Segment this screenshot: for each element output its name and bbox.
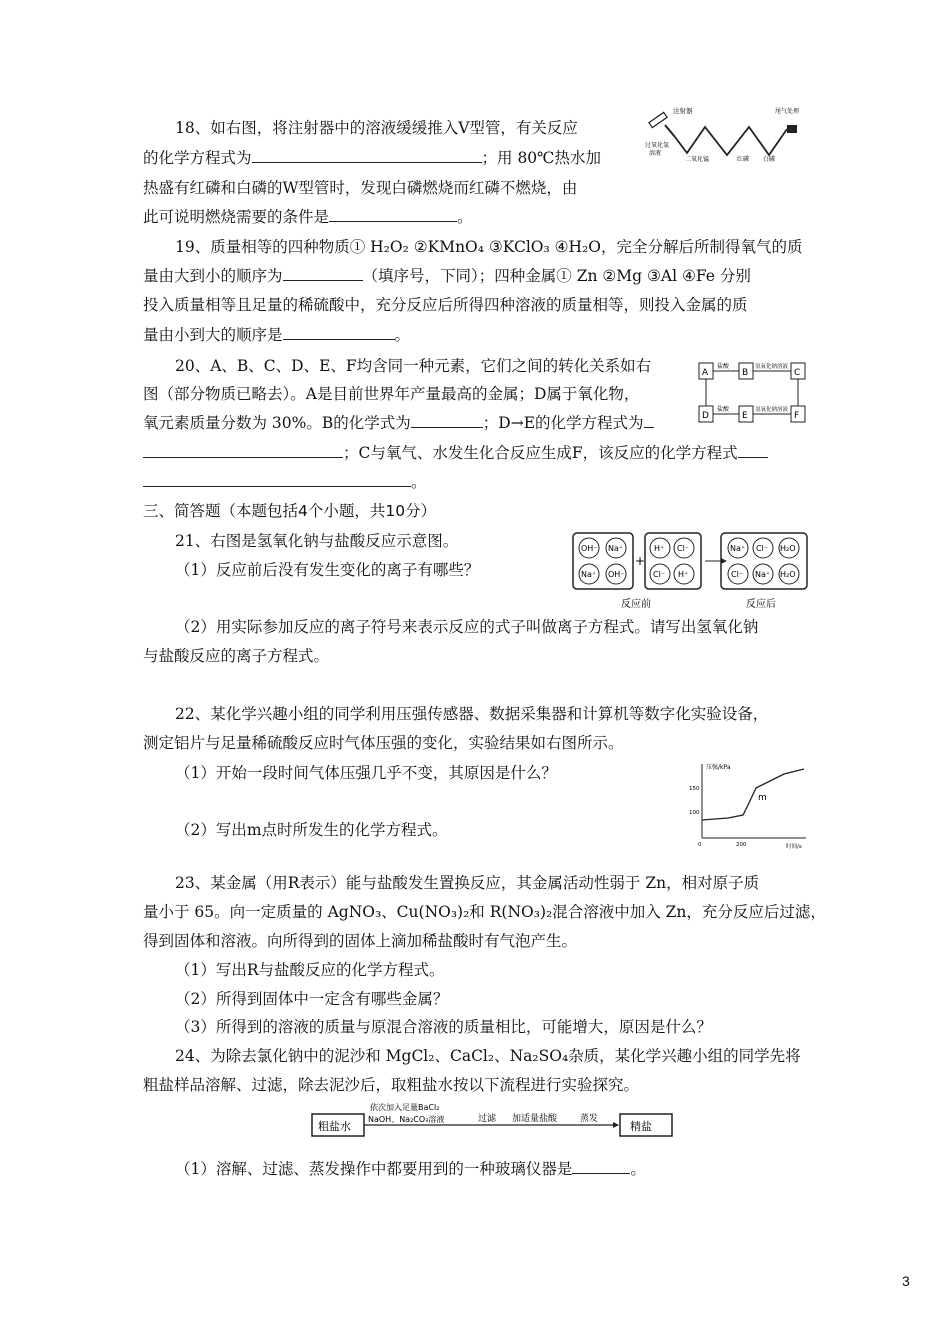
y-tick-label: 150 [689,786,700,792]
q18-answer-blank-2[interactable] [329,207,457,222]
ion-label: Cl⁻ [653,570,666,579]
node-B-label: B [742,368,749,378]
flow-end-label: 精盐 [630,1120,652,1133]
q20-conversion-diagram [695,360,810,428]
ion-label: OH⁻ [581,544,598,553]
q18-line2-b: ；用 80℃热水加 [481,149,602,167]
x-tick-label: 0 [698,842,702,848]
box-hcl [645,533,701,589]
ion-label: Cl⁻ [677,544,690,553]
q19-line2-a: 量由大到小的顺序为 [143,267,283,285]
q23-line1: 23、某金属（用R表示）能与盐酸发生置换反应，其金属活动性弱于 Zn，相对原子质 [175,874,760,892]
ion-label: H₂O [780,570,796,579]
q20-answer-blank-1[interactable] [411,413,483,428]
q19-answer-blank-2[interactable] [283,325,395,340]
q19-line2-b: （填序号，下同）；四种金属① Zn ②Mg ③Al ④Fe 分别 [362,267,751,285]
q24-answer-blank[interactable] [572,1159,630,1174]
pressure-curve [702,769,804,820]
q24-line1: 24、为除去氯化钠中的泥沙和 MgCl₂、CaCl₂、Na₂SO₄杂质，某化学兴趣小组的同学先将 [175,1047,801,1065]
q23-line2: 量小于 65。向一定质量的 AgNO₃、Cu(NO₃)₂和 R(NO₃)₂混合溶液中加入 Zn，充分反应后过滤， [143,903,826,921]
q21-part1: （1）反应前后没有发生变化的离子有哪些？ [175,561,480,579]
q20-answer-blank-4[interactable] [738,443,768,458]
q20-line3-b: ；D→E的化学方程式为 [482,414,644,432]
q18-apparatus-figure [645,103,810,163]
node-D-label: D [702,411,709,421]
plus-sign: + [635,554,646,568]
q19-line1: 19、质量相等的四种物质① H₂O₂ ②KMnO₄ ③KClO₃ ④H₂O，完全分解后所制得氧气的质 [175,238,803,256]
ion-label: Cl⁻ [756,544,769,553]
ion-label: OH⁻ [608,570,625,579]
q19-line4 [143,325,410,345]
box-product [721,533,807,589]
q19-line2 [143,266,751,286]
node-C-label: C [794,368,801,378]
flow-step3: 加适量盐酸 [512,1114,558,1124]
label-syringe: 注射器 [673,107,693,115]
tube-stopper [787,125,797,133]
label-before: 反应前 [621,599,651,610]
label-naoh-1: 氢氧化钠溶液 [755,364,789,370]
node-F-label: F [794,411,800,421]
section-3-title: 三、简答题（本题包括4个小题，共10分） [143,502,437,520]
point-m-label: m [758,793,767,803]
label-hcl-1: 盐酸 [717,363,730,370]
q24-part1 [175,1159,646,1179]
q18-line2-a: 的化学方程式为 [143,149,252,167]
flow-step1-b: NaOH、Na₂CO₃溶液 [368,1115,445,1124]
flow-step4: 蒸发 [580,1114,599,1124]
label-after: 反应后 [746,599,776,610]
q21-line1: 21、右图是氢氧化钠与盐酸反应示意图。 [175,532,459,550]
q22-part1: （1）开始一段时间气体压强几乎不变，其原因是什么？ [175,764,557,782]
q20-line4 [143,443,768,463]
label-white-p: 白磷 [763,156,776,163]
label-red-p: 红磷 [737,156,750,163]
ion-label: Na⁺ [608,544,624,553]
q21-part2-line2: 与盐酸反应的离子方程式。 [143,647,330,665]
q23-part1: （1）写出R与盐酸反应的化学方程式。 [175,961,445,979]
flow-step1-a: 依次加入足量BaCl₂ [370,1103,440,1112]
ion-label: H⁺ [678,570,689,579]
q22-part2: （2）写出m点时所发生的化学方程式。 [175,821,448,839]
q18-line4-a: 此可说明燃烧需要的条件是 [143,208,330,226]
ion-label: H⁺ [654,544,665,553]
q20-answer-blank-2[interactable] [644,413,654,428]
q23-part2: （2）所得到固体中一定含有哪些金属？ [175,990,449,1008]
q22-line2: 测定铝片与足量稀硫酸反应时气体压强的变化，实验结果如右图所示。 [143,734,624,752]
ion-label: Na⁺ [730,544,746,553]
label-solution1: 过氧化氢 [645,142,670,149]
label-solution2: 溶液 [649,150,662,157]
label-mno2: 二氧化锰 [685,156,710,163]
q20-line5 [143,472,427,492]
q18-line4 [143,207,473,227]
q18-line4-b: 。 [457,208,473,226]
q19-answer-blank-1[interactable] [283,266,363,281]
q23-part3: （3）所得到的溶液的质量与原混合溶液的质量相比，可能增大，原因是什么？ [175,1018,712,1036]
label-tail-gas: 尾气处理 [775,108,800,115]
reaction-arrowhead [721,558,727,564]
flow-start-label: 粗盐水 [318,1120,351,1133]
q20-answer-blank-3[interactable] [143,443,343,458]
q20-line2: 图（部分物质已略去）。A是目前世界年产量最高的金属；D属于氧化物， [143,385,640,403]
q22-pressure-chart [688,760,810,850]
x-axis-label: 时间/s [786,844,802,850]
page-number: 3 [902,1273,910,1289]
q21-part2-line1: （2）用实际参加反应的离子符号来表示反应的式子叫做离子方程式。请写出氢氧化钠 [175,618,759,636]
w-tube [675,127,787,155]
node-E-label: E [742,411,748,421]
y-tick-label: 100 [689,810,700,816]
flow-step2: 过滤 [478,1114,497,1124]
syringe-body [665,125,675,137]
ion-label: Na⁺ [755,570,771,579]
q20-line4-text: ；C与氧气、水发生化合反应生成F，该反应的化学方程式 [343,444,738,462]
q18-answer-blank-1[interactable] [252,148,482,163]
ion-label: H₂O [780,544,796,553]
q21-ion-reaction-figure [571,531,811,611]
label-hcl-2: 盐酸 [717,406,730,413]
q18-line1: 18、如右图，将注射器中的溶液缓缓推入V型管，有关反应 [175,119,578,137]
label-naoh-2: 氢氧化钠溶液 [755,407,789,413]
q18-line3: 热盛有红磷和白磷的W型管时，发现白磷燃烧而红磷不燃烧，由 [143,179,578,197]
q24-line2: 粗盐样品溶解、过滤，除去泥沙后，取粗盐水按以下流程进行实验探究。 [143,1076,640,1094]
syringe-plunger [649,112,667,127]
q20-line1: 20、A、B、C、D、E、F均含同一种元素，它们之间的转化关系如右 [175,357,652,375]
flow-arrowhead [613,1122,619,1128]
ion-label: Na⁺ [581,570,597,579]
q20-line5-text: 。 [411,473,427,491]
q24-flow-diagram [310,1100,680,1142]
q20-line3 [143,413,654,433]
q24-part1-a: （1）溶解、过滤、蒸发操作中都要用到的一种玻璃仪器是 [175,1160,573,1178]
q20-line3-a: 氧元素质量分数为 30%。B的化学式为 [143,414,411,432]
q18-line2 [143,148,601,168]
q19-line4-b: 。 [394,326,411,344]
node-A-label: A [702,368,709,378]
x-tick-label: 200 [736,842,747,848]
q23-line3: 得到固体和溶液。向所得到的固体上滴加稀盐酸时有气泡产生。 [143,932,578,950]
q22-line1: 22、某化学兴趣小组的同学利用压强传感器、数据采集器和计算机等数字化实验设备， [175,705,769,723]
q19-line4-a: 量由小到大的顺序是 [143,326,283,344]
q24-part1-b: 。 [630,1160,646,1178]
q19-line3: 投入质量相等且足量的稀硫酸中，充分反应后所得四种溶液的质量相等，则投入金属的质 [143,296,748,314]
q20-answer-blank-5[interactable] [143,472,411,487]
ion-label: Cl⁻ [731,570,744,579]
y-axis-label: 压强/kPa [706,764,731,771]
